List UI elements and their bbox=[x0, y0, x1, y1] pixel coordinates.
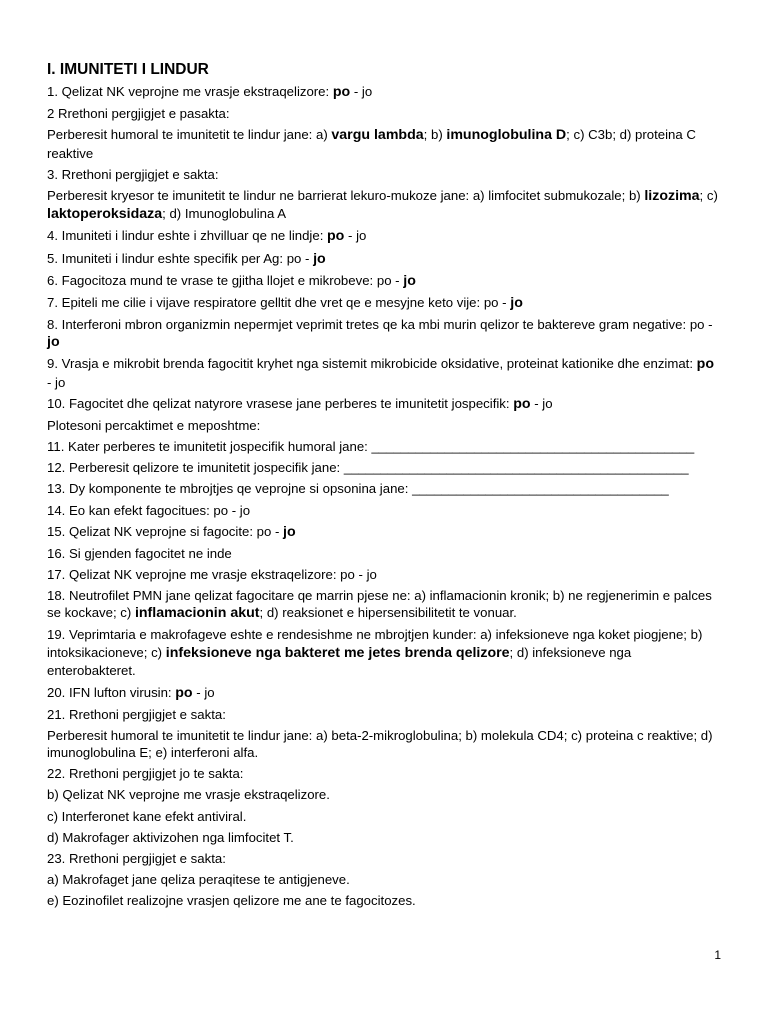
paragraph bbox=[47, 316, 719, 352]
text-run: 17. Qelizat NK veprojne me vrasje ekstraqelizore: po - jo bbox=[47, 566, 377, 582]
text-run: ; b) bbox=[423, 127, 447, 143]
paragraph bbox=[47, 850, 719, 868]
answer-highlight: jo bbox=[47, 334, 60, 351]
paragraph bbox=[47, 871, 719, 889]
document-title: I. IMUNITETI I LINDUR bbox=[47, 61, 209, 78]
text-run: Plotesoni percaktimet e meposhtme: bbox=[47, 418, 261, 434]
answer-highlight: infeksioneve nga bakteret me jetes brenda qelizore bbox=[165, 644, 510, 661]
text-run: 9. Vrasja e mikrobit brenda fagocitit kryhet nga sistemit mikrobicide oksidative, proteinat kationike dhe enzimat: bbox=[47, 356, 697, 372]
paragraph bbox=[47, 786, 719, 804]
text-run: ; c) C3b; d) proteina C reaktive bbox=[47, 127, 696, 161]
text-run: 20. IFN lufton virusin: bbox=[47, 684, 176, 700]
paragraph bbox=[47, 272, 719, 291]
text-run: - jo bbox=[530, 396, 553, 412]
paragraph bbox=[47, 706, 719, 724]
paragraph bbox=[47, 459, 719, 477]
text-run: 7. Epiteli me cilie i vijave respiratore gelltit dhe vret qe e mesyjne keto vije: po - bbox=[47, 294, 511, 310]
paragraph bbox=[47, 829, 719, 847]
text-run: 1. Qelizat NK veprojne me vrasje ekstraqelizore: bbox=[47, 84, 333, 99]
paragraph bbox=[47, 892, 719, 910]
text-run: ; d) Imunoglobulina A bbox=[162, 206, 287, 222]
paragraph bbox=[47, 438, 719, 456]
text-run: - jo bbox=[192, 684, 215, 700]
text-run: 11. Kater perberes te imunitetit jospecifik humoral jane: ____________________________________________ bbox=[47, 439, 695, 455]
answer-highlight: vargu lambda bbox=[331, 127, 424, 144]
paragraph bbox=[47, 355, 719, 391]
text-run: 12. Perberesit qelizore te imunitetit jospecifik jane: _______________________________________________ bbox=[47, 460, 689, 476]
text-run: b) Qelizat NK veprojne me vrasje ekstraqelizore. bbox=[47, 787, 330, 803]
paragraph bbox=[47, 502, 719, 520]
text-run: - jo bbox=[350, 84, 373, 99]
text-run: 18. Neutrofilet PMN jane qelizat fagocitare qe marrin pjese ne: a) inflamacionin kronik; b) ne regjenerimin e palces se kockave; c) bbox=[47, 587, 712, 621]
paragraph bbox=[47, 523, 719, 542]
paragraph bbox=[47, 166, 719, 184]
text-run: 3. Rrethoni pergjigjet e sakta: bbox=[47, 166, 219, 182]
text-run: 15. Qelizat NK veprojne si fagocite: po - bbox=[47, 523, 284, 539]
paragraph bbox=[47, 126, 719, 162]
answer-highlight: laktoperoksidaza bbox=[47, 206, 163, 223]
answer-highlight: po bbox=[332, 84, 351, 100]
text-run: Perberesit humoral te imunitetit te lindur jane: a) bbox=[47, 127, 332, 143]
paragraph bbox=[47, 417, 719, 435]
paragraph bbox=[47, 83, 719, 102]
text-run: 21. Rrethoni pergjigjet e sakta: bbox=[47, 706, 226, 722]
paragraph bbox=[47, 566, 719, 584]
text-run: 13. Dy komponente te mbrojtjes qe veprojne si opsonina jane: ___________________________________ bbox=[47, 481, 669, 497]
answer-highlight: po bbox=[696, 356, 715, 373]
text-run: ; d) reaksionet e hipersensibilitetit te vonuar. bbox=[259, 605, 517, 621]
document-body bbox=[47, 83, 719, 909]
text-run: ; d) infeksioneve nga enterobakteret. bbox=[47, 644, 632, 679]
answer-highlight: jo bbox=[313, 250, 326, 267]
answer-highlight: jo bbox=[510, 294, 523, 311]
answer-highlight: jo bbox=[283, 523, 296, 540]
text-run: Perberesit humoral te imunitetit te lindur jane: a) beta-2-mikroglobulina; b) molekula CD4; c) proteina c reaktive; d) imunoglobulina E; e) interferoni alfa. bbox=[47, 727, 713, 761]
text-run: 10. Fagocitet dhe qelizat natyrore vrasese jane perberes te imunitetit jospecifik: bbox=[47, 396, 514, 412]
text-run: 2 Rrethoni pergjigjet e pasakta: bbox=[47, 106, 230, 122]
paragraph bbox=[47, 105, 719, 123]
text-run: 19. Veprimtaria e makrofageve eshte e rendesishme ne mbrojtjen kunder: a) infeksioneve nga koket piogjene; b) intoksikacioneve; c) bbox=[47, 627, 703, 660]
text-run: 14. Eo kan efekt fagocitues: po - jo bbox=[47, 502, 251, 518]
paragraph bbox=[47, 765, 719, 783]
text-run: 22. Rrethoni pergjigjet jo te sakta: bbox=[47, 766, 244, 782]
paragraph bbox=[47, 626, 719, 680]
text-run: e) Eozinofilet realizojne vrasjen qelizore me ane te fagocitozes. bbox=[47, 892, 416, 908]
text-run: a) Makrofaget jane qeliza peraqitese te antigjeneve. bbox=[47, 871, 350, 887]
text-run: c) Interferonet kane efekt antiviral. bbox=[47, 808, 247, 824]
text-run: 6. Fagocitoza mund te vrase te gjitha llojet e mikrobeve: po - bbox=[47, 272, 404, 288]
text-run: 5. Imuniteti i lindur eshte specifik per Ag: po - bbox=[47, 250, 314, 266]
answer-highlight: po bbox=[175, 684, 193, 701]
paragraph bbox=[47, 587, 719, 623]
page-number: 1 bbox=[714, 948, 721, 962]
text-run: d) Makrofager aktivizohen nga limfocitet T. bbox=[47, 829, 294, 845]
text-run: 23. Rrethoni pergjigjet e sakta: bbox=[47, 850, 226, 866]
answer-highlight: imunoglobulina D bbox=[446, 127, 567, 144]
paragraph bbox=[47, 227, 719, 246]
paragraph bbox=[47, 480, 719, 498]
answer-highlight: po bbox=[513, 396, 531, 413]
paragraph bbox=[47, 294, 719, 313]
paragraph bbox=[47, 395, 719, 414]
answer-highlight: lizozima bbox=[644, 187, 700, 204]
paragraph bbox=[47, 250, 719, 269]
paragraph bbox=[47, 727, 719, 762]
text-run: ; c) bbox=[699, 187, 718, 203]
text-run: 16. Si gjenden fagocitet ne inde bbox=[47, 545, 232, 561]
paragraph bbox=[47, 187, 719, 224]
document-page bbox=[47, 60, 719, 913]
paragraph bbox=[47, 545, 719, 563]
text-run: 8. Interferoni mbron organizmin nepermjet veprimit tretes qe ka mbi murin qelizor te baktereve gram negative: po - bbox=[47, 316, 713, 332]
text-run: - jo bbox=[344, 228, 367, 244]
answer-highlight: jo bbox=[403, 272, 416, 289]
paragraph bbox=[47, 808, 719, 826]
text-run: 4. Imuniteti i lindur eshte i zhvilluar qe ne lindje: bbox=[47, 228, 328, 244]
answer-highlight: po bbox=[327, 228, 345, 245]
paragraph bbox=[47, 684, 719, 703]
text-run: Perberesit kryesor te imunitetit te lindur ne barrierat lekuro-mukoze jane: a) limfocitet submukozale; b) bbox=[47, 187, 645, 203]
text-run: - jo bbox=[47, 374, 66, 390]
answer-highlight: inflamacionin akut bbox=[134, 605, 260, 622]
